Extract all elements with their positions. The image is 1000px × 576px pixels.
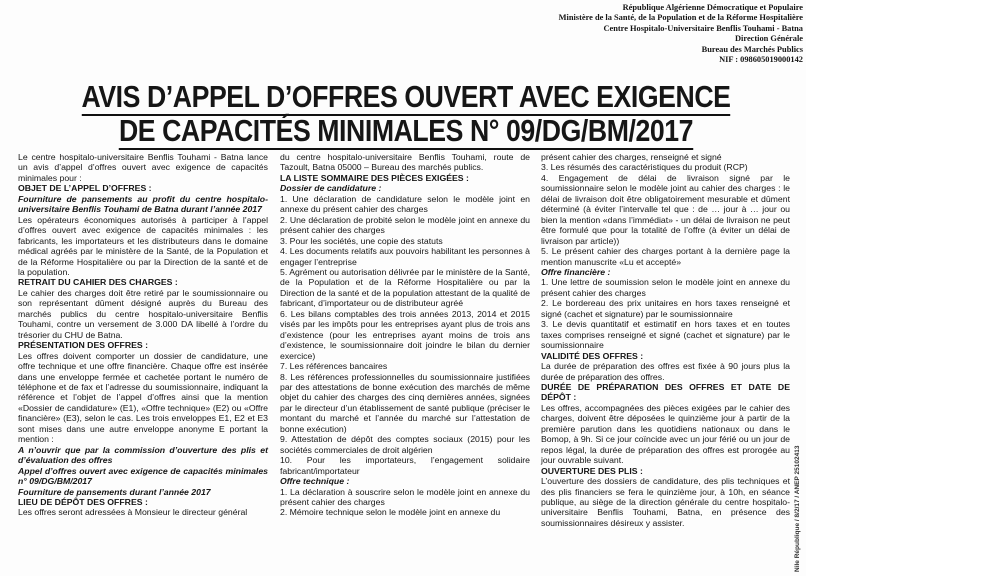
column-2 [280,152,530,518]
paragraph: 3. Le devis quantitatif et estimatif en hors taxes et en toutes taxes comprises renseigné et signé (cachet et signature) par le soumissionnaire [541,319,790,351]
paragraph: Le centre hospitalo-universitaire Benflis Touhami - Batna lance un avis d’appel d’offres ouvert avec exigence de capacités minimales pour : [18,152,268,183]
paragraph: Les offres doivent comporter un dossier de candidature, une offre technique et une offre financière. Chaque offre est insérée dans une enveloppe fermée et cachetée portant le numéro de téléphone et de fax et l’adresse du soumissionnaire, indiquant la référence et l’objet de l’appel d’offres ainsi que la mention «Dossier de candidature» (E1), «Offre technique» (E2) ou «Offre financière» (E3), selon le cas. Les trois enveloppes E1, E2 et E3 sont mises dans une autre enveloppe anonyme E portant la mention : [18,350,268,445]
header-line: Direction Générale [735,34,803,44]
issuer-header [559,3,803,65]
header-line: Ministère de la Santé, de la Population et de la Réforme Hospitalière [558,13,803,23]
paragraph: Les offres seront adressées à Monsieur le directeur général [18,507,248,518]
section-heading: LIEU DE DÉPÔT DES OFFRES : [18,496,148,507]
paragraph: présent cahier des charges, renseigné et signé [541,152,722,162]
section-heading: PRÉSENTATION DES OFFRES : [18,340,148,351]
paragraph: 3. Les résumés des caractéristiques du produit (RCP) [541,162,748,173]
title-line-2: DE CAPACITÉS MINIMALES N° 09/DG/BM/2017 [118,113,694,148]
paragraph: 3. Pour les sociétés, une copie des statuts [280,235,443,246]
paragraph: 9. Attestation de dépôt des comptes sociaux (2015) pour les sociétés commerciales de droit algérien [280,434,530,455]
emphasis-text: Offre financière : [541,266,611,277]
notice-title [57,80,755,148]
emphasis-text: Fourniture de pansements au profit du centre hospitalo-universitaire Benflis Touhami de Batna durant l’année 2017 [18,193,268,215]
paragraph: Les offres, accompagnées des pièces exigées par le cahier des charges, doivent être déposées le quinzième jour à partir de la première parution dans les quotidiens nationaux ou dans le Bomop, à 9h. Si ce jour coïncide avec un jour férié ou un jour de repos légal, la durée de préparation des offres est prorogée au jour ouvrable suivant. [541,402,790,466]
paragraph: 2. Le bordereau des prix unitaires en hors taxes renseigné et signé (cachet et signature) par le soumissionnaire [541,298,790,319]
section-heading: OUVERTURE DES PLIS : [541,465,643,476]
section-heading: RETRAIT DU CAHIER DES CHARGES : [18,277,178,288]
paragraph: 7. Les références bancaires [280,361,388,372]
header-line: NIF : 098605019000142 [719,55,803,65]
paragraph: 1. La déclaration à souscrire selon le modèle joint en annexe du présent cahier des charges [280,486,530,507]
paragraph: 5. Agrément ou autorisation délivrée par le ministère de la Santé, de la Population et de la Réforme Hospitalière ou par la Direction de la santé et de la population attestant de la qualité de fabricant, d’importateur ou de distributeur agréé [280,266,530,309]
emphasis-text: Offre technique : [280,476,350,487]
paragraph: 5. Le présent cahier des charges portant à la dernière page la mention manuscrite «Lu et accepté» [541,246,790,267]
side-label: Nile République / 8/2/17 / ANEP 25102413 [794,445,801,572]
column-3 [541,152,790,528]
page-margin [806,0,1000,576]
paragraph: 2. Mémoire technique selon le modèle joint en annexe du [280,507,501,518]
emphasis-text: Dossier de candidature : [280,183,382,194]
header-line: Bureau des Marchés Publics [701,44,803,54]
emphasis-text: Appel d’offres ouvert avec exigence de capacités minimales n° 09/DG/BM/2017 [18,465,268,487]
section-heading: VALIDITÉ DES OFFRES : [541,350,644,361]
emphasis-text: Fourniture de pansements durant l’année 2017 [18,486,211,497]
paragraph: 4. Engagement de délai de livraison signé par le soumissionnaire selon le modèle joint au cahier des charges : le délai de livraison doit être obligatoirement mesurable et dûment déterminé (à éviter l’intervalle tel que : de … jour à … jour ou bien la mention «dans l’immédiat» - un délai de livraison ne peut être formulé que pour la totalité de l’offre (à éviter un délai de livraison par article)) [541,172,790,246]
column-1 [18,152,268,518]
section-heading: LA LISTE SOMMAIRE DES PIÈCES EXIGÉES : [280,172,469,183]
title-line-1: AVIS D’APPEL D’OFFRES OUVERT AVEC EXIGENCE [81,79,731,114]
paragraph: 6. Les bilans comptables des trois années 2013, 2014 et 2015 visés par les impôts pour les entreprises ayant plus de trois ans d’existence (pour les entreprises ayant moins de trois ans d’existence, le soumissionnaire doit joindre le bilan du dernier exercice) [280,308,530,361]
paragraph: Les opérateurs économiques autorisés à participer à l’appel d’offres ouvert avec exigence de capacités minimales : les fabricants, les importateurs et les distributeurs dans le domaine médical agréés par le ministère de la Santé, de la Population et de la Réforme Hospitalière ou par la Direction de la santé et de la population. [18,214,268,277]
paragraph: 2. Une déclaration de probité selon le modèle joint en annexe du présent cahier des charges [280,214,530,236]
paragraph: 1. Une déclaration de candidature selon le modèle joint en annexe du présent cahier des charges [280,193,530,215]
section-heading: DURÉE DE PRÉPARATION DES OFFRES ET DATE DE DÉPÔT : [541,381,790,403]
emphasis-text: A n’ouvrir que par la commission d’ouverture des plis et d’évaluation des offres [18,444,268,466]
paragraph: du centre hospitalo-universitaire Benflis Touhami, route de Tazoult, Batna 05000 – Bureau des marchés publics. [280,152,530,173]
paragraph: 10. Pour les importateurs, l’engagement solidaire fabricant/importateur [280,455,530,476]
paragraph: 1. Une lettre de soumission selon le modèle joint en annexe du présent cahier des charges [541,277,790,298]
paragraph: 4. Les documents relatifs aux pouvoirs habilitant les personnes à engager l’entreprise [280,246,530,267]
header-line: Centre Hospitalo-Universitaire Benflis Touhami - Batna [603,23,803,33]
section-heading: OBJET DE L’APPEL D’OFFRES : [18,183,152,194]
paragraph: La durée de préparation des offres est fixée à 90 jours plus la durée de préparation des offres. [541,361,790,382]
paragraph: 8. Les références professionnelles du soumissionnaire justifiées par des attestations de bonne exécution des marchés de même objet du cahier des charges des cinq dernières années, signées par le directeur d’un établissement de santé publique (préciser le montant du marché et l’année du marché sur l’attestation de bonne exécution) [280,371,530,434]
paragraph: L’ouverture des dossiers de candidature, des plis techniques et des plis financiers se fera le quinzième jour, à 10h, en séance publique, au siège de la direction générale du centre hospitalo-universitaire Benflis Touhami, Batna, en présence des soumissionnaires désireux y assister. [541,476,790,528]
paragraph: Le cahier des charges doit être retiré par le soumissionnaire ou son représentant dûment désigné auprès du Bureau des marchés publics du centre hospitalo-universitaire Benflis Touhami, contre un versement de 3.000 DA libellé à l’ordre du trésorier du CHU de Batna. [18,287,268,340]
header-line: République Algérienne Démocratique et Populaire [622,3,803,12]
